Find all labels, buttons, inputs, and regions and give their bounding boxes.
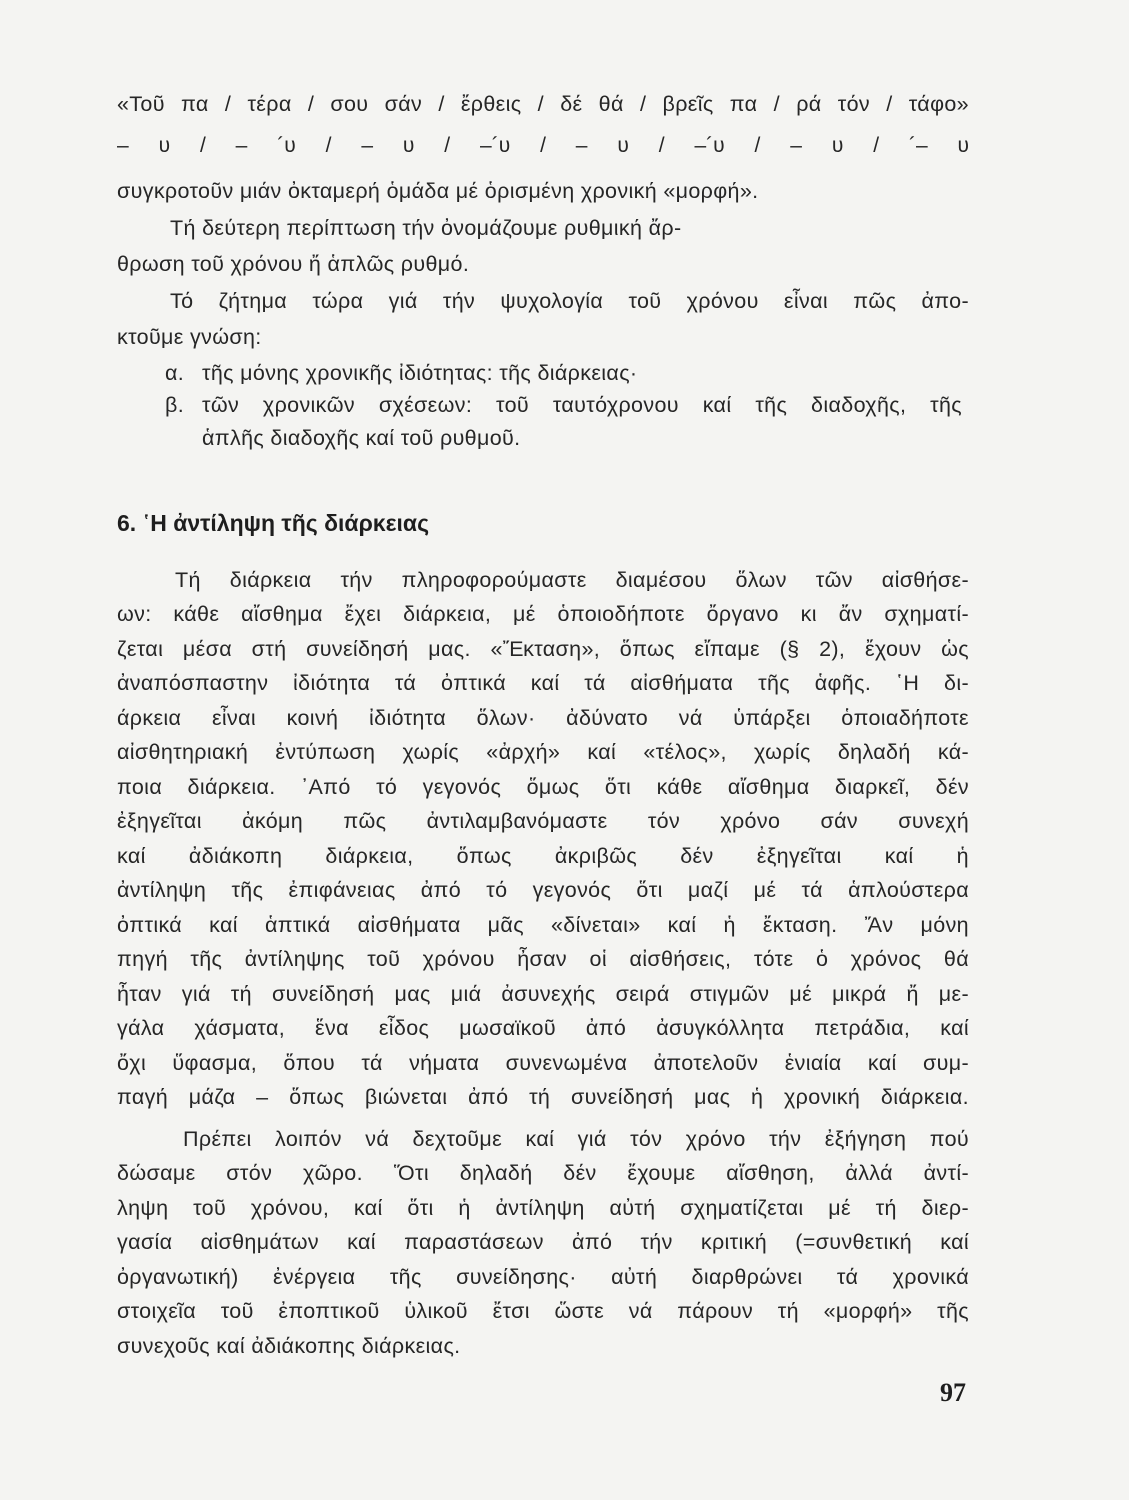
body-line: καί ἀδιάκοπη διάρκεια, ὅπως ἀκριβῶς δέν ἐξηγεῖται καί ἡ	[117, 844, 969, 868]
meter-example-line: «Τοῦ πα / τέρα / σου σάν / ἔρθεις / δέ θά / βρεῖς πα / ρά τόν / τάφο»	[117, 92, 969, 116]
meter-scansion-line: – υ / – ´υ / – υ / –´υ / – υ / –´υ / – υ / ´– υ	[117, 134, 969, 157]
list-item-text: τῶν χρονικῶν σχέσεων: τοῦ ταυτόχρονου καί τῆς διαδοχῆς, τῆς	[202, 393, 962, 417]
list-item-marker: β.	[165, 393, 185, 417]
body-line: ὄχι ὕφασμα, ὅπου τά νήματα συνενωμένα ἀποτελοῦν ἑνιαία καί συμ-	[117, 1051, 969, 1075]
body-line: άρκεια εἶναι κοινή ἰδιότητα ὅλων· ἀδύνατο νά ὑπάρξει ὁποιαδήποτε	[117, 706, 969, 730]
body-line: πηγή τῆς ἀντίληψης τοῦ χρόνου ἦσαν οἱ αἰσθήσεις, τότε ὁ χρόνος θά	[117, 947, 969, 971]
list-item-text: τῆς μόνης χρονικῆς ἰδιότητας: τῆς διάρκειας·	[202, 361, 638, 385]
text-line: συγκροτοῦν μιάν ὀκταμερή ὁμάδα μέ ὁρισμένη χρονική «μορφή».	[117, 179, 759, 203]
body-line: παγή μάζα – ὅπως βιώνεται ἀπό τή συνείδησή μας ἡ χρονική διάρκεια.	[117, 1085, 969, 1109]
text-line: Τό ζήτημα τώρα γιά τήν ψυχολογία τοῦ χρόνου εἶναι πῶς ἀπο-	[170, 289, 969, 313]
body-line: ζεται μέσα στή συνείδησή μας. «Ἔκταση», ὅπως εἴπαμε (§ 2), ἔχουν ὡς	[117, 637, 969, 661]
body-line: δώσαμε στόν χῶρο. Ὅτι δηλαδή δέν ἔχουμε αἴσθηση, ἀλλά ἀντί-	[117, 1161, 969, 1185]
body-line: συνεχοῦς καί ἀδιάκοπης διάρκειας.	[117, 1334, 461, 1358]
body-line: ἦταν γιά τή συνείδησή μας μιά ἀσυνεχής σειρά στιγμῶν μέ μικρά ἤ με-	[117, 982, 969, 1006]
body-line: ἐξηγεῖται ἀκόμη πῶς ἀντιλαμβανόμαστε τόν χρόνο σάν συνεχή	[117, 809, 969, 833]
body-line: ληψη τοῦ χρόνου, καί ὅτι ἡ ἀντίληψη αὐτή σχηματίζεται μέ τή διερ-	[117, 1196, 969, 1220]
body-line: ων: κάθε αἴσθημα ἔχει διάρκεια, μέ ὁποιοδήποτε ὄργανο κι ἄν σχηματί-	[117, 602, 969, 626]
body-line: ὀπτικά καί ἁπτικά αἰσθήματα μᾶς «δίνεται» καί ἡ ἔκταση. Ἄν μόνη	[117, 913, 969, 937]
body-line: ἀντίληψη τῆς ἐπιφάνειας ἀπό τό γεγονός ὅτι μαζί μέ τά ἁπλούστερα	[117, 878, 969, 902]
body-line: Πρέπει λοιπόν νά δεχτοῦμε καί γιά τόν χρόνο τήν ἐξήγηση πού	[183, 1127, 969, 1151]
text-line: Τή δεύτερη περίπτωση τήν ὀνομάζουμε ρυθμική ἄρ-	[170, 216, 682, 240]
page-number: 97	[940, 1378, 966, 1407]
list-item-text: ἁπλῆς διαδοχῆς καί τοῦ ρυθμοῦ.	[202, 426, 521, 450]
list-item-marker: α.	[165, 361, 185, 385]
text-line: κτοῦμε γνώση:	[117, 325, 262, 349]
body-line: στοιχεῖα τοῦ ἐποπτικοῦ ὑλικοῦ ἔτσι ὥστε νά πάρουν τή «μορφή» τῆς	[117, 1299, 969, 1323]
body-line: γάλα χάσματα, ἕνα εἶδος μωσαϊκοῦ ἀπό ἀσυγκόλλητα πετράδια, καί	[117, 1016, 969, 1040]
text-line: θρωση τοῦ χρόνου ἤ ἁπλῶς ρυθμό.	[117, 252, 470, 276]
body-line: αἰσθητηριακή ἐντύπωση χωρίς «ἀρχή» καί «τέλος», χωρίς δηλαδή κά-	[117, 740, 969, 764]
body-line: ὀργανωτική) ἐνέργεια τῆς συνείδησης· αὐτή διαρθρώνει τά χρονικά	[117, 1265, 969, 1289]
body-line: ἀναπόσπαστην ἰδιότητα τά ὀπτικά καί τά αἰσθήματα τῆς ἁφῆς. ῾Η δι-	[117, 671, 969, 695]
body-line: γασία αἰσθημάτων καί παραστάσεων ἀπό τήν κριτική (=συνθετική καί	[117, 1230, 969, 1254]
body-line: Τή διάρκεια τήν πληροφορούμαστε διαμέσου ὅλων τῶν αἰσθήσε-	[175, 568, 969, 592]
body-line: ποια διάρκεια. ᾽Από τό γεγονός ὅμως ὅτι κάθε αἴσθημα διαρκεῖ, δέν	[117, 775, 969, 799]
section-heading: 6. ῾Η ἀντίληψη τῆς διάρκειας	[117, 510, 430, 536]
